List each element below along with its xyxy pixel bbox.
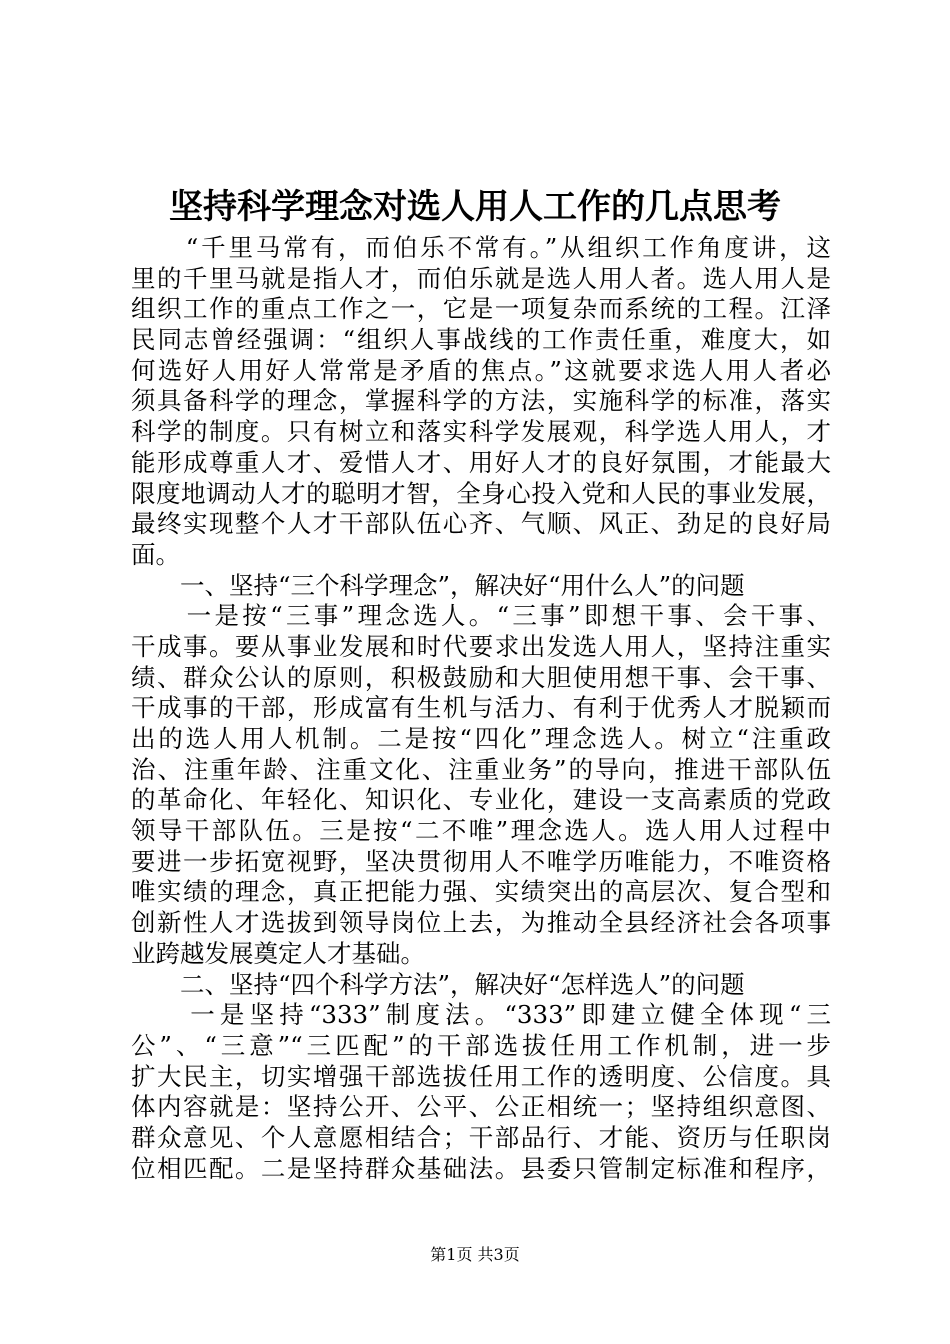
text-line: 业跨越发展奠定人才基础。 <box>131 938 425 968</box>
document-body <box>131 233 831 1184</box>
text-line: 扩大民主，切实增强干部选拔任用工作的透明度、公信度。具 <box>131 1061 831 1091</box>
text-line: 一是坚持“333”制度法。“333”即建立健全体现“三 <box>131 1000 831 1030</box>
text-line: 的革命化、年轻化、知识化、专业化，建设一支高素质的党政 <box>131 785 831 815</box>
text-line: 公”、“三意”“三匹配”的干部选拔任用工作机制，进一步 <box>131 1030 831 1060</box>
document-title: 坚持科学理念对选人用人工作的几点思考 <box>169 187 781 227</box>
text-line: 限度地调动人才的聪明才智，全身心投入党和人民的事业发展， <box>131 478 831 508</box>
text-line: 位相匹配。二是坚持群众基础法。县委只管制定标准和程序， <box>131 1153 831 1183</box>
text-line: 体内容就是：坚持公开、公平、公正相统一；坚持组织意图、 <box>131 1092 831 1122</box>
text-line: 能形成尊重人才、爱惜人才、用好人才的良好氛围，才能最大 <box>131 447 831 477</box>
section-heading: 一、坚持“三个科学理念”，解决好“用什么人”的问题 <box>131 570 745 600</box>
text-line: 要进一步拓宽视野，坚决贯彻用人不唯学历唯能力，不唯资格 <box>131 846 831 876</box>
text-line: 绩、群众公认的原则，积极鼓励和大胆使用想干事、会干事、 <box>131 662 831 692</box>
text-line: 治、注重年龄、注重文化、注重业务”的导向，推进干部队伍 <box>131 754 831 784</box>
text-line: 群众意见、个人意愿相结合；干部品行、才能、资历与任职岗 <box>131 1122 831 1152</box>
text-line: 出的选人用人机制。二是按“四化”理念选人。树立“注重政 <box>131 724 831 753</box>
text-line: 干成事。要从事业发展和时代要求出发选人用人，坚持注重实 <box>131 631 831 661</box>
page-footer: 第1页 共3页 <box>430 1245 520 1264</box>
text-line: 里的千里马就是指人才，而伯乐就是选人用人者。选人用人是 <box>131 263 831 293</box>
section-heading: 二、坚持“四个科学方法”，解决好“怎样选人”的问题 <box>131 969 745 999</box>
text-line: 民同志曾经强调：“组织人事战线的工作责任重，难度大，如 <box>131 325 831 355</box>
text-line: 干成事的干部，形成富有生机与活力、有利于优秀人才脱颖而 <box>131 693 831 723</box>
text-line: 何选好人用好人常常是矛盾的焦点。”这就要求选人用人者必 <box>131 355 831 385</box>
text-line: 最终实现整个人才干部队伍心齐、气顺、风正、劲足的良好局 <box>131 509 831 539</box>
text-line: 一是按“三事”理念选人。“三事”即想干事、会干事、 <box>131 601 831 631</box>
text-line: 须具备科学的理念，掌握科学的方法，实施科学的标准，落实 <box>131 386 831 416</box>
text-line: 面。 <box>131 539 180 569</box>
text-line: 科学的制度。只有树立和落实科学发展观，科学选人用人，才 <box>131 417 831 447</box>
text-line: 创新性人才选拔到领导岗位上去，为推动全县经济社会各项事 <box>131 908 831 938</box>
text-line: “千里马常有，而伯乐不常有。”从组织工作角度讲，这 <box>131 233 831 262</box>
text-line: 领导干部队伍。三是按“二不唯”理念选人。选人用人过程中 <box>131 816 831 846</box>
text-line: 组织工作的重点工作之一，它是一项复杂而系统的工程。江泽 <box>131 294 831 324</box>
text-line: 唯实绩的理念，真正把能力强、实绩突出的高层次、复合型和 <box>131 877 831 907</box>
